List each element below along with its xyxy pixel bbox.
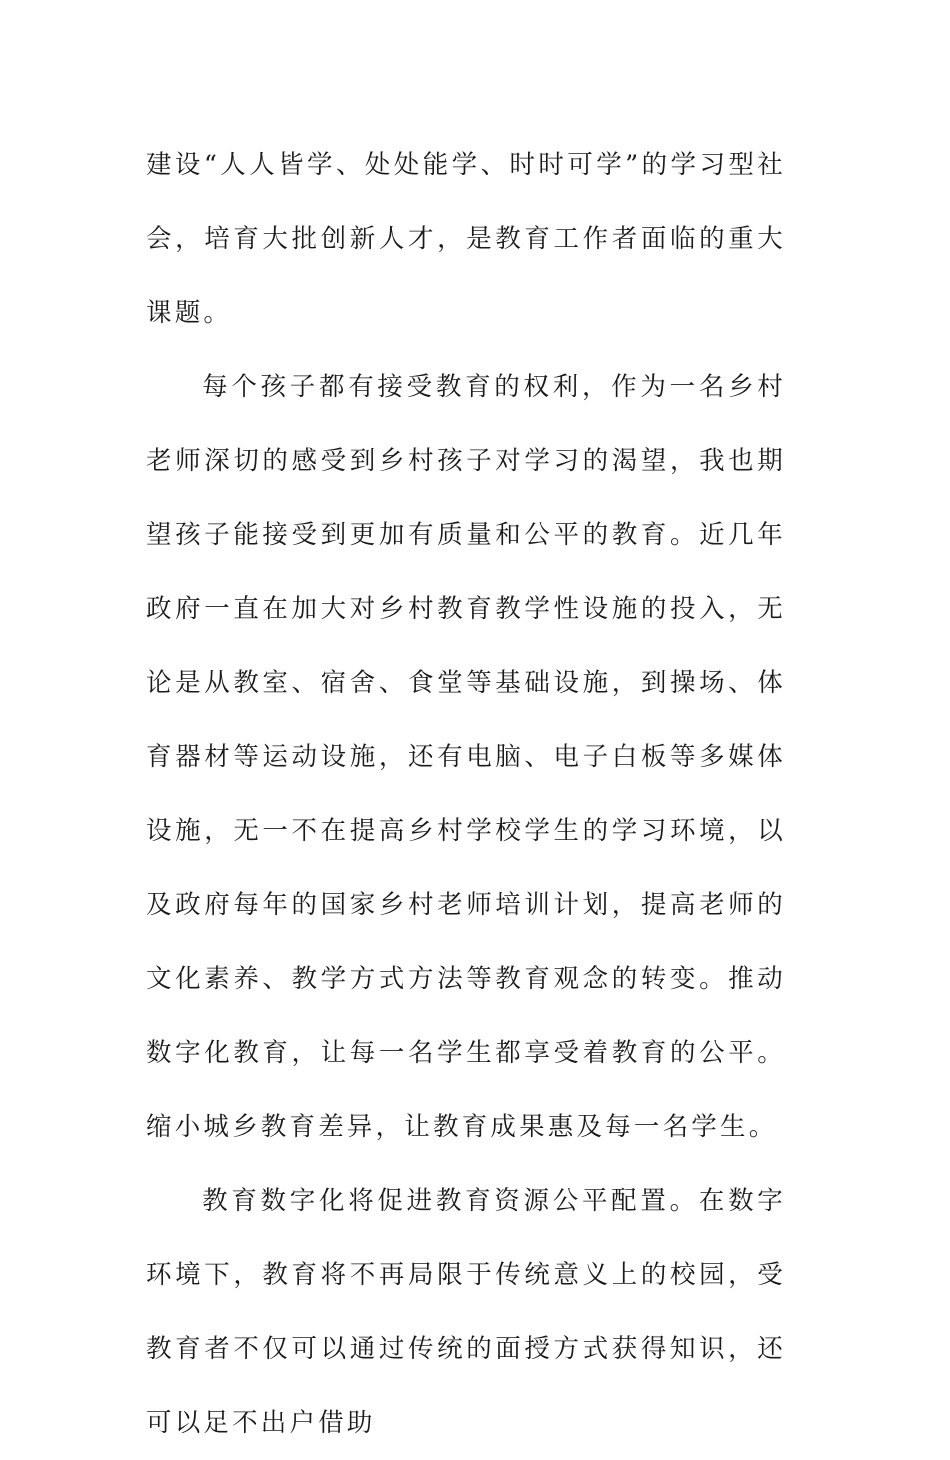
- paragraph-rural-education: 每个孩子都有接受教育的权利，作为一名乡村老师深切的感受到乡村孩子对学习的渴望，我也期望孩子能接受到更加有质量和公平的教育。近几年政府一直在加大对乡村教育教学性设施的投入，无论是从教室、宿舍、食堂等基础设施，到操场、体育器材等运动设施，还有电脑、电子白板等多媒体设施，无一不在提高乡村学校学生的学习环境，以及政府每年的国家乡村老师培训计划，提高老师的文化素养、教学方式方法等教育观念的转变。推动数字化教育，让每一名学生都享受着教育的公平。缩小城乡教育差异，让教育成果惠及每一名学生。: [146, 372, 786, 1142]
- document-body: [146, 128, 786, 1460]
- paragraph-digital-education: 教育数字化将促进教育资源公平配置。在数字环境下，教育将不再局限于传统意义上的校园，受教育者不仅可以通过传统的面授方式获得知识，还可以足不出户借助: [146, 1186, 786, 1438]
- paragraph-continuation: 建设“人人皆学、处处能学、时时可学”的学习型社会，培育大批创新人才，是教育工作者面临的重大课题。: [146, 150, 786, 328]
